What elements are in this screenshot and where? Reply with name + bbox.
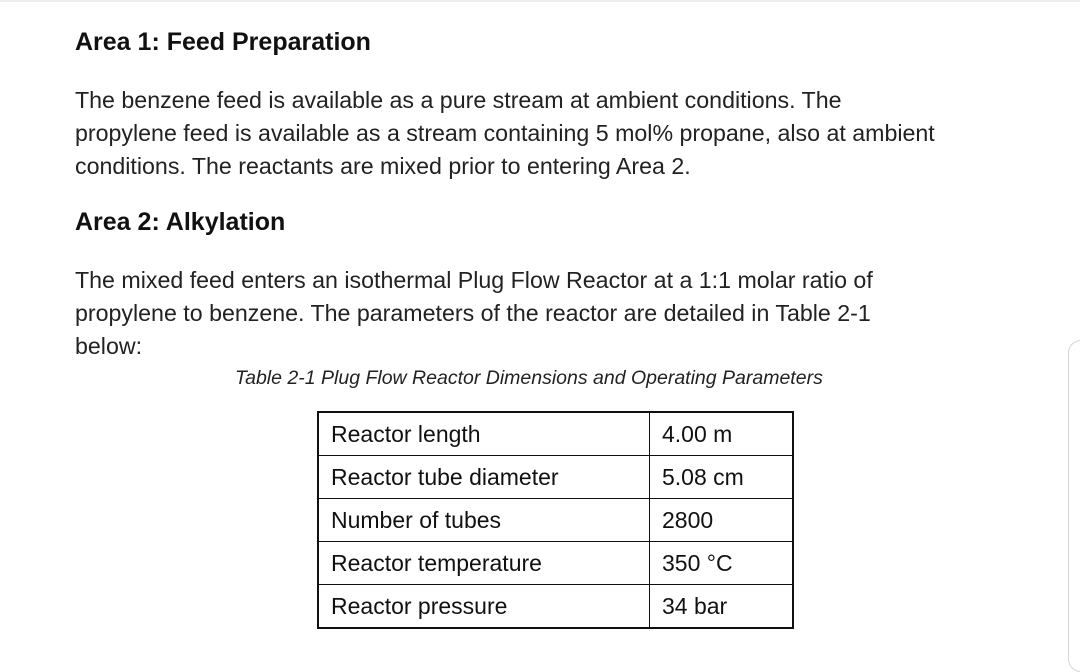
table-cell-value: 4.00 m (650, 412, 794, 456)
table-cell-label: Reactor pressure (318, 585, 650, 629)
paragraph-line: conditions. The reactants are mixed prior to entering Area 2. (75, 153, 691, 179)
table-row (318, 456, 793, 499)
table-row (318, 412, 793, 456)
table-cell-value: 350 °C (650, 542, 794, 585)
table-cell-label: Reactor tube diameter (318, 456, 650, 499)
paragraph-line: propylene to benzene. The parameters of the reactor are detailed in Table 2-1 (75, 300, 871, 326)
table-cell-value: 34 bar (650, 585, 794, 629)
section-heading-feed-preparation: Area 1: Feed Preparation (75, 28, 371, 56)
table-caption: Table 2-1 Plug Flow Reactor Dimensions and Operating Parameters (235, 367, 823, 389)
table-cell-label: Reactor length (318, 412, 650, 456)
paragraph-line: The benzene feed is available as a pure stream at ambient conditions. The (75, 87, 842, 113)
section-heading-alkylation: Area 2: Alkylation (75, 208, 286, 236)
table-row (318, 499, 793, 542)
table-cell-label: Number of tubes (318, 499, 650, 542)
paragraph-alkylation (75, 264, 873, 363)
reactor-parameters-table (317, 411, 794, 629)
table-row (318, 542, 793, 585)
table-cell-value: 2800 (650, 499, 794, 542)
scroll-handle[interactable] (1068, 340, 1080, 672)
paragraph-feed-preparation (75, 84, 935, 183)
paragraph-line: The mixed feed enters an isothermal Plug Flow Reactor at a 1:1 molar ratio of (75, 267, 873, 293)
page-top-edge (0, 0, 1080, 2)
paragraph-line: below: (75, 333, 143, 359)
table-cell-label: Reactor temperature (318, 542, 650, 585)
table-row (318, 585, 793, 629)
table-cell-value: 5.08 cm (650, 456, 794, 499)
paragraph-line: propylene feed is available as a stream containing 5 mol% propane, also at ambient (75, 120, 935, 146)
